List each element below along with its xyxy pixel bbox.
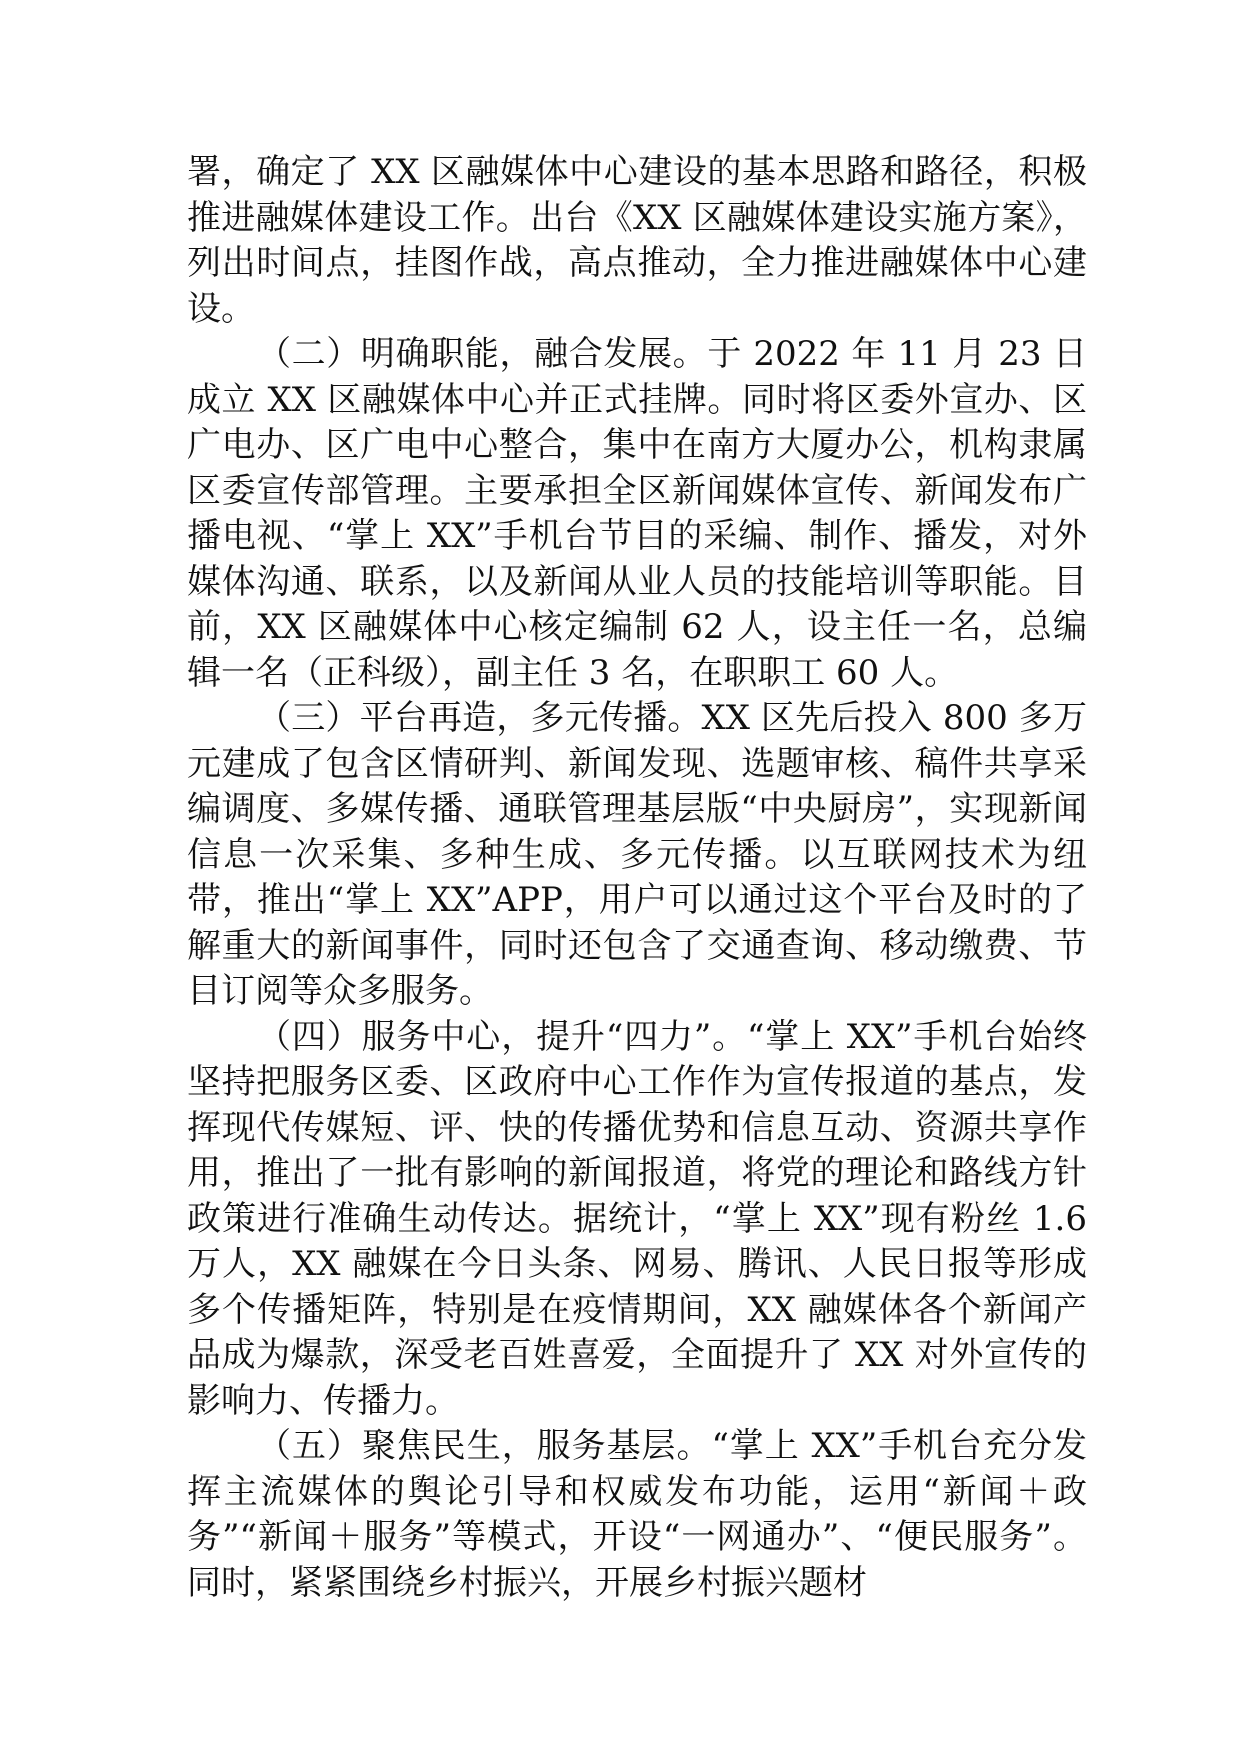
- paragraph-section-2: （二）明确职能，融合发展。于 2022 年 11 月 23 日成立 XX 区融媒体中心并正式挂牌。同时将区委外宣办、区广电办、区广电中心整合，集中在南方大厦办公，机构隶属区委宣传部管理。主要承担全区新闻媒体宣传、新闻发布广播电视、“掌上 XX”手机台节目的采编、制作、播发，对外媒体沟通、联系，以及新闻从业人员的技能培训等职能。目前，XX 区融媒体中心核定编制 62 人，设主任一名，总编辑一名（正科级），副主任 3 名，在职职工 60 人。: [187, 334, 1087, 693]
- paragraph-section-4: （四）服务中心，提升“四力”。“掌上 XX”手机台始终坚持把服务区委、区政府中心工作作为宣传报道的基点，发挥现代传媒短、评、快的传播优势和信息互动、资源共享作用，推出了一批有影响的新闻报道，将党的理论和路线方针政策进行准确生动传达。据统计，“掌上 XX”现有粉丝 1.6 万人，XX 融媒在今日头条、网易、腾讯、人民日报等形成多个传播矩阵，特别是在疫情期间，XX 融媒体各个新闻产品成为爆款，深受老百姓喜爱，全面提升了 XX 对外宣传的影响力、传播力。: [187, 1016, 1087, 1421]
- paragraph-section-3: （三）平台再造，多元传播。XX 区先后投入 800 多万元建成了包含区情研判、新闻发现、选题审核、稿件共享采编调度、多媒传播、通联管理基层版“中央厨房”，实现新闻信息一次采集、多种生成、多元传播。以互联网技术为纽带，推出“掌上 XX”APP，用户可以通过这个平台及时的了解重大的新闻事件，同时还包含了交通查询、移动缴费、节目订阅等众多服务。: [187, 698, 1087, 1011]
- paragraph-section-5: （五）聚焦民生，服务基层。“掌上 XX”手机台充分发挥主流媒体的舆论引导和权威发布功能，运用“新闻＋政务”“新闻＋服务”等模式，开设“一网通办”、“便民服务”。同时，紧紧围绕乡村振兴，开展乡村振兴题材: [187, 1426, 1087, 1603]
- body-text: [187, 150, 1087, 1606]
- paragraph-continuation: 署，确定了 XX 区融媒体中心建设的基本思路和路径，积极推进融媒体建设工作。出台《XX 区融媒体建设实施方案》，列出时间点，挂图作战，高点推动，全力推进融媒体中心建设。: [187, 152, 1087, 329]
